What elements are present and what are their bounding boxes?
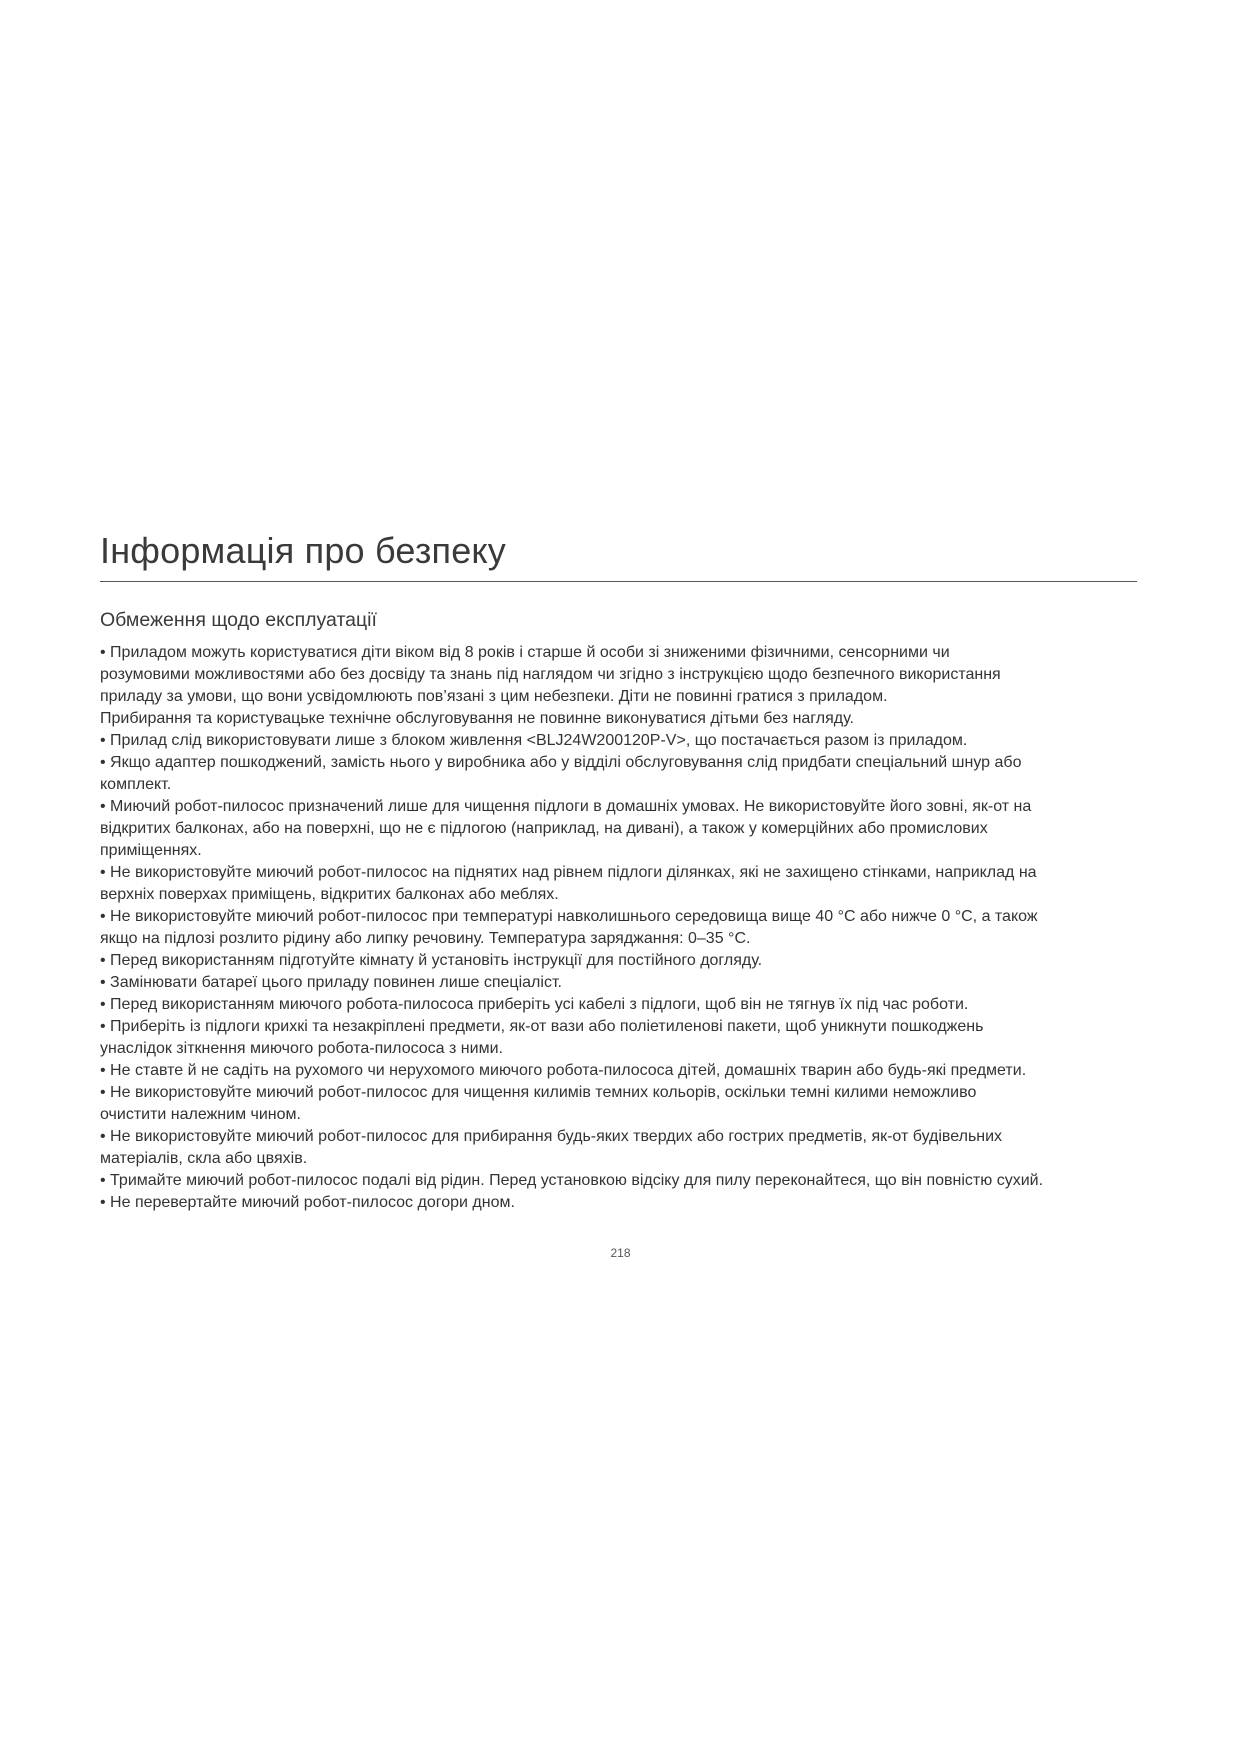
page-title: Інформація про безпеку [100, 530, 506, 571]
text-line: приладу за умови, що вони усвідомлюють пов’язані з цим небезпеки. Діти не повинні гратися з приладом. [100, 688, 888, 705]
text-line: • Замінювати батареї цього приладу повинен лише спеціаліст. [100, 974, 562, 991]
text-line: верхніх поверхах приміщень, відкритих балконах або меблях. [100, 886, 559, 903]
text-line: відкритих балконах, або на поверхні, що не є підлогою (наприклад, на дивані), а також у комерційних або промислових [100, 820, 988, 837]
text-line: • Не ставте й не садіть на рухомого чи нерухомого миючого робота-пилососа дітей, домашніх тварин або будь-які предмети. [100, 1062, 1027, 1079]
text-line: • Приберіть із підлоги крихкі та незакріплені предмети, як-от вази або поліетиленові пакети, щоб уникнути пошкоджень [100, 1018, 984, 1035]
text-line: • Не використовуйте миючий робот-пилосос при температурі навколишнього середовища вище 40 °C або нижче 0 °C, а також [100, 908, 1038, 925]
text-line: приміщеннях. [100, 842, 202, 859]
text-line: • Тримайте миючий робот-пилосос подалі від рідин. Перед установкою відсіку для пилу переконайтеся, що він повністю сухий. [100, 1172, 1044, 1189]
text-line: комплект. [100, 776, 172, 793]
text-line: • Прилад слід використовувати лише з блоком живлення <BLJ24W200120P-V>, що постачається разом із приладом. [100, 732, 968, 749]
page-number: 218 [610, 1246, 631, 1260]
title-divider [100, 581, 1137, 582]
text-line: • Перед використанням миючого робота-пилососа приберіть усі кабелі з підлоги, щоб він не тягнув їх під час роботи. [100, 996, 969, 1013]
text-line: очистити належним чином. [100, 1106, 301, 1123]
text-line: • Якщо адаптер пошкоджений, замість нього у виробника або у відділі обслуговування слід придбати спеціальний шнур або [100, 754, 1022, 771]
text-line: якщо на підлозі розлито рідину або липку речовину. Температура заряджання: 0–35 °C. [100, 930, 751, 947]
text-line: • Перед використанням підготуйте кімнату й установіть інструкції для постійного догляду. [100, 952, 763, 969]
text-line: • Приладом можуть користуватися діти віком від 8 років і старше й особи зі зниженими фізичними, сенсорними чи [100, 644, 950, 661]
section-heading: Обмеження щодо експлуатації [100, 609, 377, 631]
text-line: • Не використовуйте миючий робот-пилосос для прибирання будь-яких твердих або гострих предметів, як-от будівельних [100, 1128, 1003, 1145]
text-line: • Не використовуйте миючий робот-пилосос для чищення килимів темних кольорів, оскільки темні килими неможливо [100, 1084, 977, 1101]
text-line: Прибирання та користувацьке технічне обслуговування не повинне виконуватися дітьми без нагляду. [100, 710, 854, 727]
text-line: розумовими можливостями або без досвіду та знань під наглядом чи згідно з інструкцією щодо безпечного використання [100, 666, 1001, 683]
text-line: унаслідок зіткнення миючого робота-пилососа з ними. [100, 1040, 503, 1057]
safety-text-body [100, 642, 1145, 1214]
text-line: матеріалів, скла або цвяхів. [100, 1150, 308, 1167]
text-line: • Не використовуйте миючий робот-пилосос на піднятих над рівнем підлоги ділянках, які не захищено стінками, наприклад на [100, 864, 1037, 881]
text-line: • Не перевертайте миючий робот-пилосос догори дном. [100, 1194, 515, 1211]
text-line: • Миючий робот-пилосос призначений лише для чищення підлоги в домашніх умовах. Не використовуйте його зовні, як-от на [100, 798, 1032, 815]
